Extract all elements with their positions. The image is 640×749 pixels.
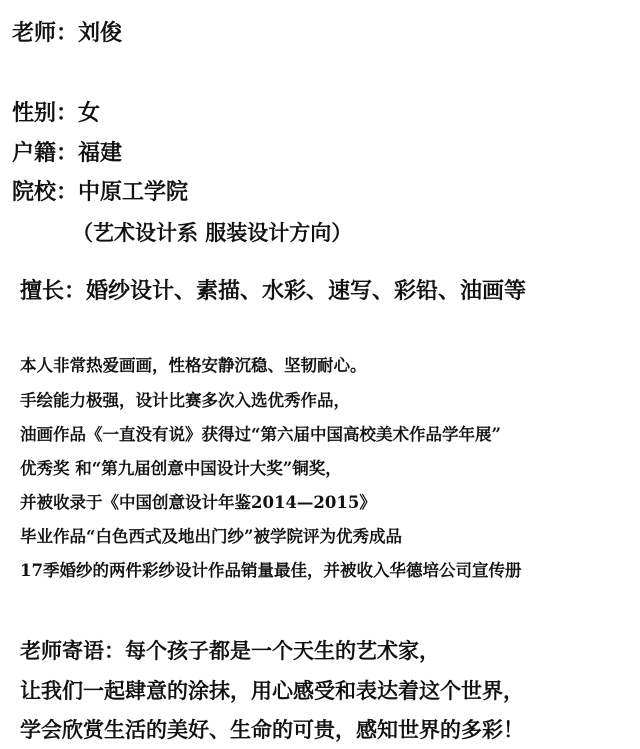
school-line: 院校：中原工学院 [12, 179, 189, 205]
message-line: 学会欣赏生活的美好、生命的可贵，感知世界的多彩！ [20, 717, 524, 742]
gender-line: 性别：女 [12, 100, 101, 126]
bio-line: 17季婚纱的两件彩纱设计作品销量最佳，并被收入华德培公司宣传册 [20, 561, 522, 580]
teacher-line: 老师：刘俊 [12, 20, 123, 46]
specialty-line: 擅长：婚纱设计、素描、水彩、速写、彩铅、油画等 [20, 278, 527, 304]
bio-line: 并被收录于《中国创意设计年鉴2014—2015》 [20, 493, 376, 512]
bio-line: 毕业作品“白色西式及地出门纱”被学院评为优秀成品 [20, 527, 402, 546]
bio-line: 本人非常热爱画画，性格安静沉稳、坚韧耐心。 [20, 356, 367, 375]
department-line: （艺术设计系 服装设计方向） [72, 220, 353, 245]
message-line: 让我们一起肆意的涂抹，用心感受和表达着这个世界， [20, 678, 524, 703]
message-line: 老师寄语：每个孩子都是一个天生的艺术家， [20, 638, 440, 663]
bio-line: 手绘能力极强，设计比赛多次入选优秀作品， [20, 391, 350, 410]
bio-line: 油画作品《一直没有说》获得过“第六届中国高校美术作品学年展” [20, 425, 501, 444]
hometown-line: 户籍：福建 [12, 140, 123, 166]
bio-line: 优秀奖 和“第九届创意中国设计大奖”铜奖， [20, 459, 342, 478]
